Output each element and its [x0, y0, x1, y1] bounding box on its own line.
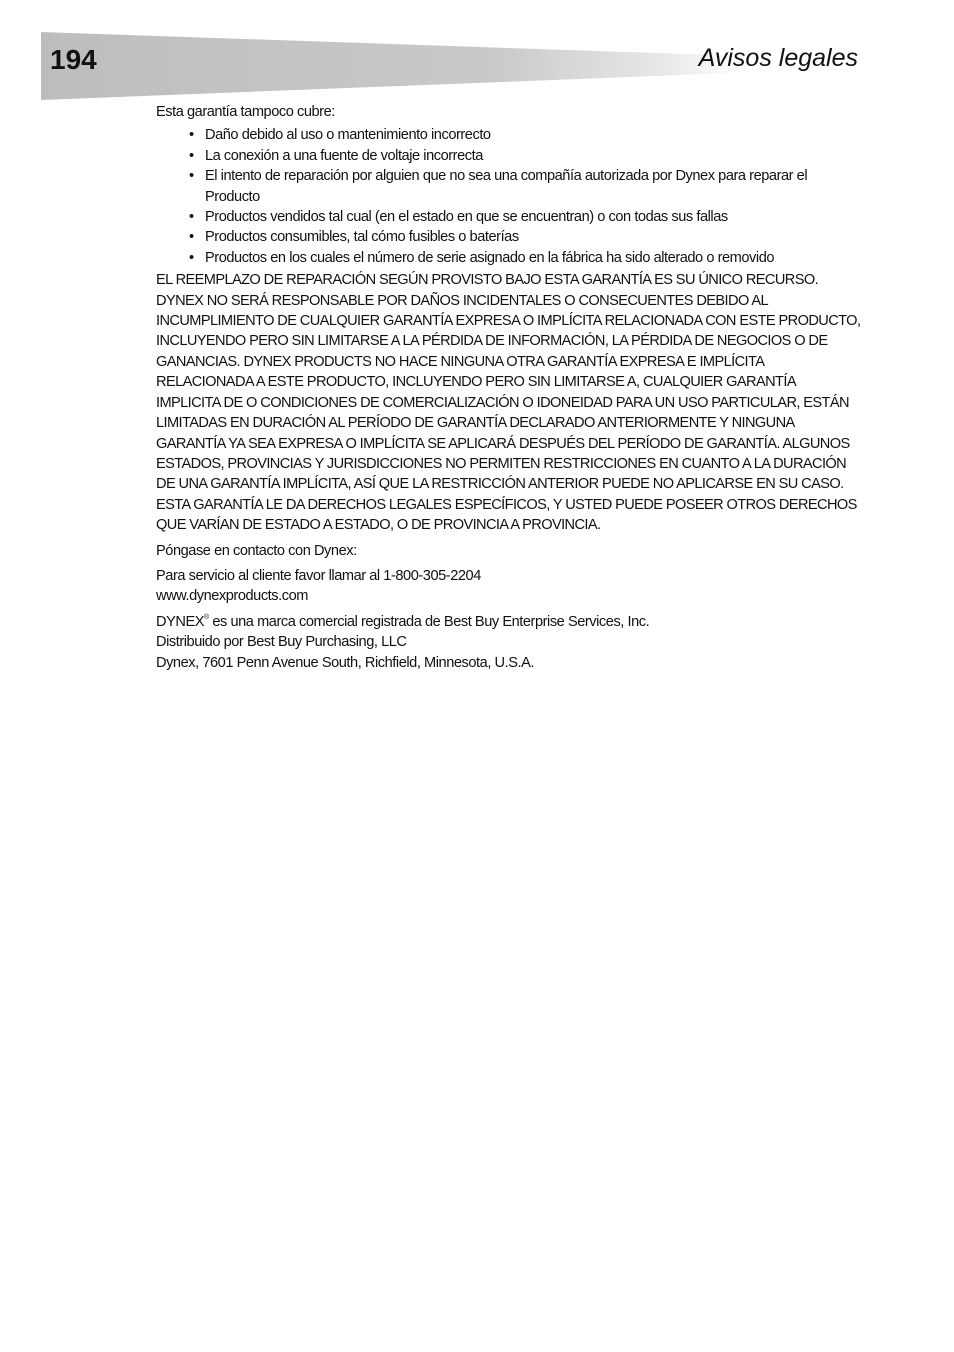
customer-service-line: Para servicio al cliente favor llamar al 1-800-305-2204 — [156, 567, 481, 584]
bullet-icon: • — [189, 209, 194, 226]
contact-heading: Póngase en contacto con Dynex: — [156, 542, 357, 559]
list-item — [189, 227, 861, 247]
bullet-icon: • — [189, 249, 194, 266]
list-item-text: El intento de reparación por alguien que no sea una compañía autorizada por Dynex para reparar el Producto — [205, 168, 808, 205]
exclusions-intro: Esta garantía tampoco cubre: — [156, 104, 335, 120]
section-title: Avisos legales — [698, 44, 858, 72]
contact-details — [156, 566, 861, 607]
list-item — [189, 146, 861, 166]
trademark-statement — [156, 612, 861, 632]
trademark-notice — [156, 612, 861, 673]
list-item-text: Productos vendidos tal cual (en el estado en que se encuentran) o con todas sus fallas — [205, 209, 728, 226]
list-item — [189, 207, 861, 227]
list-item-text: Productos consumibles, tal cómo fusibles o baterías — [205, 229, 519, 246]
page-number: 194 — [50, 44, 97, 75]
distributor-line: Distribuido por Best Buy Purchasing, LLC — [156, 634, 407, 651]
list-item — [189, 166, 861, 207]
bullet-icon: • — [189, 168, 194, 185]
website-link[interactable]: www.dynexproducts.com — [156, 588, 308, 605]
bullet-icon: • — [189, 127, 194, 144]
brand-name: DYNEX — [156, 613, 205, 630]
list-item-text: Daño debido al uso o mantenimiento incorrecto — [205, 127, 491, 144]
list-item — [189, 125, 861, 145]
address-line: Dynex, 7601 Penn Avenue South, Richfield, Minnesota, U.S.A. — [156, 654, 534, 671]
exclusions-list — [156, 125, 861, 268]
bullet-icon: • — [189, 229, 194, 246]
list-item — [189, 248, 861, 268]
page-header — [0, 0, 954, 110]
trademark-text: es una marca comercial registrada de Best Buy Enterprise Services, Inc. — [208, 613, 650, 630]
legal-disclaimer: EL REEMPLAZO DE REPARACIÓN SEGÚN PROVISTO BAJO ESTA GARANTÍA ES SU ÚNICO RECURSO. DYNEX NO SERÁ RESPONSABLE POR DAÑOS INCIDENTALES O CONSECUENTES DEBIDO AL INCUMPLIMIENTO DE CUALQUIER GARANTÍA EXPRESA O IMPLÍCITA RELACIONADA CON ESTE PRODUCTO, INCLUYENDO PERO SIN LIMITARSE A LA PÉRDIDA DE INFORMACIÓN, LA PÉRDIDA DE NEGOCIOS O DE GANANCIAS. DYNEX PRODUCTS NO HACE NINGUNA OTRA GARANTÍA EXPRESA E IMPLÍCITA RELACIONADA A ESTE PRODUCTO, INCLUYENDO PERO SIN LIMITARSE A, CUALQUIER GARANTÍA IMPLICITA DE O CONDICIONES DE COMERCIALIZACIÓN O IDONEIDAD PARA UN USO PARTICULAR, ESTÁN LIMITADAS EN DURACIÓN AL PERÍODO DE GARANTÍA DECLARADO ANTERIORMENTE Y NINGUNA GARANTÍA YA SEA EXPRESA O IMPLÍCITA SE APLICARÁ DESPUÉS DEL PERÍODO DE GARANTÍA. ALGUNOS ESTADOS, PROVINCIAS Y JURISDICCIONES NO PERMITEN RESTRICCIONES EN CUANTO A LA DURACIÓN DE UNA GARANTÍA IMPLÍCITA, ASÍ QUE LA RESTRICCIÓN ANTERIOR PUEDE NO APLICARSE EN SU CASO. ESTA GARANTÍA LE DA DERECHOS LEGALES ESPECÍFICOS, Y USTED PUEDE POSEER OTROS DERECHOS QUE VARÍAN DE ESTADO A ESTADO, O DE PROVINCIA A PROVINCIA. — [156, 272, 861, 534]
list-item-text: Productos en los cuales el número de serie asignado en la fábrica ha sido alterado o removido — [205, 249, 775, 266]
page-content — [156, 102, 861, 678]
bullet-icon: • — [189, 147, 194, 164]
list-item-text: La conexión a una fuente de voltaje incorrecta — [205, 147, 483, 164]
registered-mark: ® — [204, 613, 209, 621]
